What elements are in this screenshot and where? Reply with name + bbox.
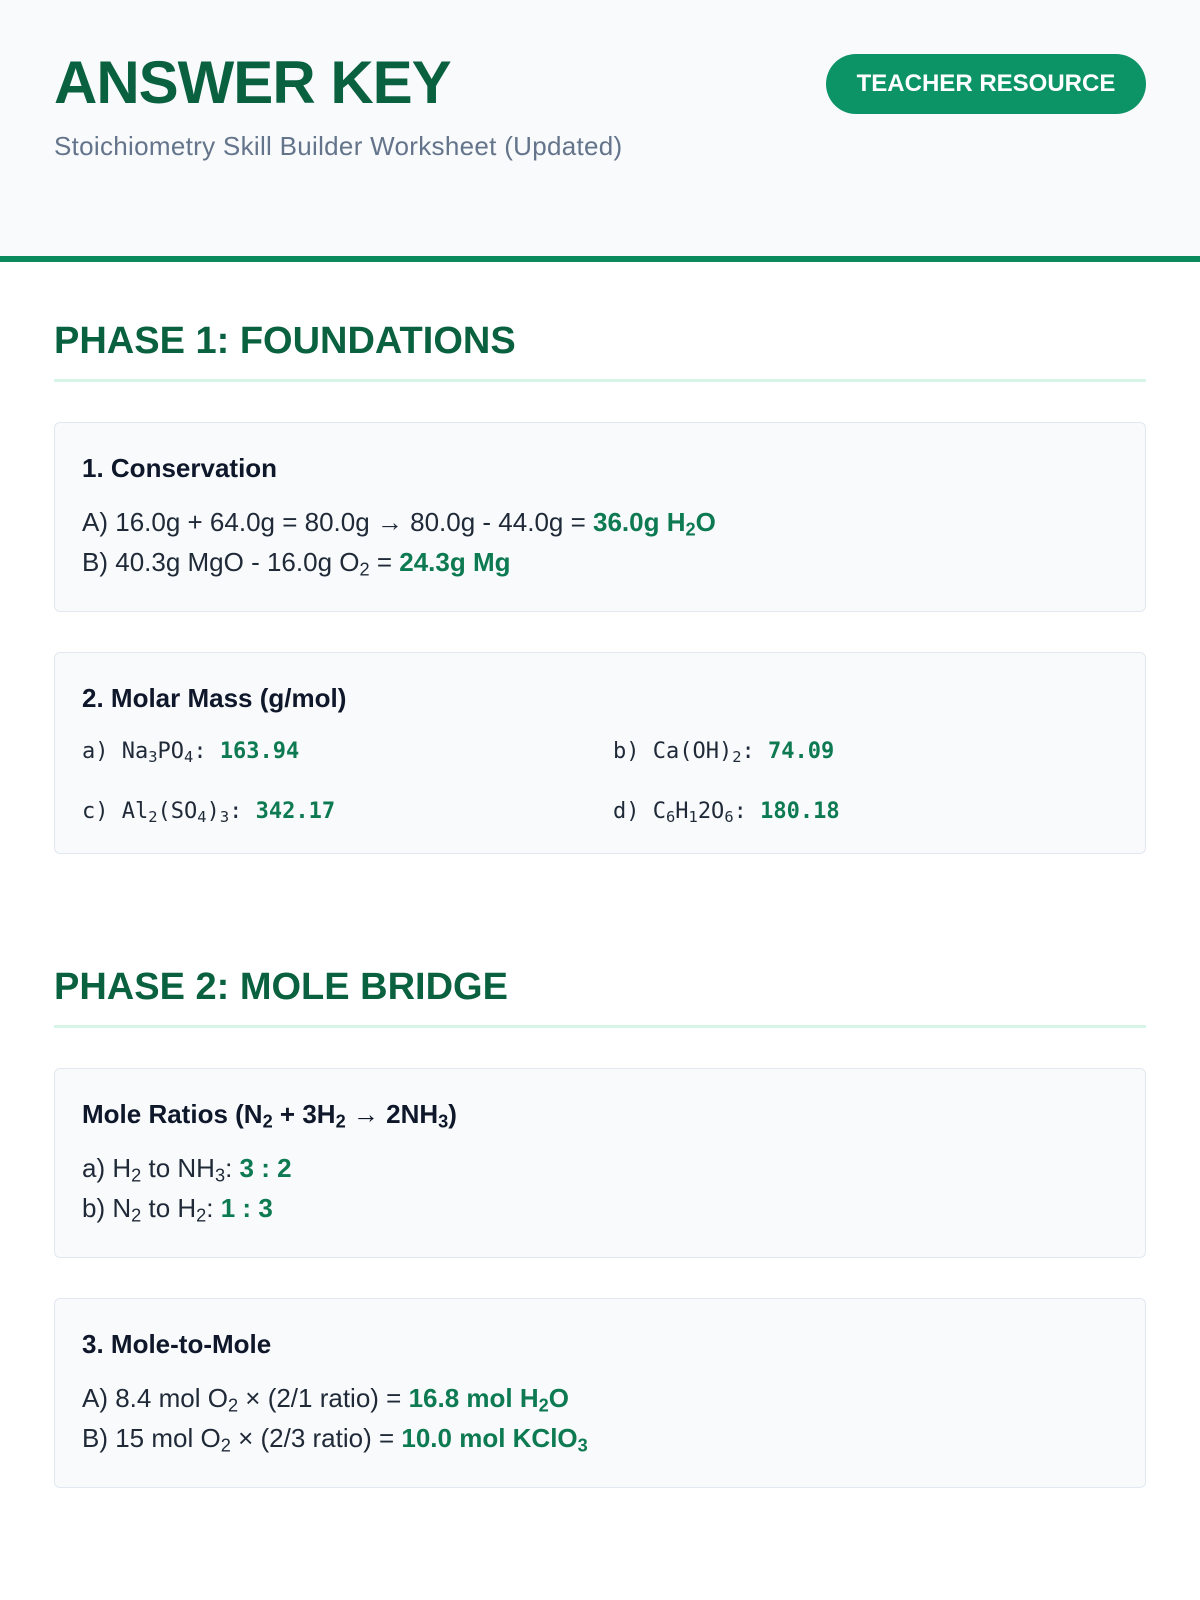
conservation-answer-a (82, 502, 1118, 542)
answer-value: 1 : 3 (220, 1193, 273, 1223)
answer-key-content (0, 320, 1200, 1488)
answer-value: 3 : 2 (239, 1153, 292, 1183)
molar-mass-item-c: c) $Al_2(SO_4)_3$: 342.17 (82, 799, 336, 826)
mole-ratio-answer-b: b) $N_2$ to $H_2$: 1 : 3 (82, 1193, 273, 1226)
mole-to-mole-card (54, 1298, 1146, 1488)
answer-value: 342.17 (255, 799, 336, 824)
teacher-resource-badge: TEACHER RESOURCE (826, 54, 1146, 114)
phase-1-heading: PHASE 1: FOUNDATIONS (54, 320, 1146, 382)
conservation-title: 1. Conservation (82, 453, 278, 483)
mole-to-mole-answer-a: A) 8.4 mol $O_2 \times (2/1$ ratio) = 16.8 mol $H_2O$ (82, 1383, 570, 1416)
molar-mass-item-d: d) $C_6H_12O_6$: 180.18 (613, 799, 840, 826)
mole-ratio-answer-a: a) $H_2$ to $NH_3$: 3 : 2 (82, 1153, 292, 1186)
molar-mass-item-a: a) $Na_3PO_4$: 163.94 (82, 739, 300, 766)
conservation-card (54, 422, 1146, 612)
page-subtitle: Stoichiometry Skill Builder Worksheet (Updated) (54, 131, 623, 161)
conservation-answer-b (82, 542, 1118, 582)
work-text: 16.0g + 64.0g = 80.0g → 80.0g - 44.0g = (115, 507, 593, 537)
page-header (0, 0, 1200, 262)
answer-value: 36.0g $H_2O$ (593, 507, 716, 540)
molar-mass-title: 2. Molar Mass (g/mol) (82, 683, 347, 713)
work-text: 40.3g MgO - 16.0g $O_2$ = (115, 547, 400, 580)
answer-value: 10.0 mol KClO$_3$ (401, 1423, 588, 1456)
answer-value: 16.8 mol $H_2O$ (408, 1383, 570, 1416)
phase-2-heading: PHASE 2: MOLE BRIDGE (54, 966, 1146, 1028)
mole-ratios-title: Mole Ratios $(N_2 + 3H_2 \to 2NH_3)$ (82, 1099, 457, 1132)
answer-value: 24.3g Mg (399, 547, 511, 577)
mole-ratios-card (54, 1068, 1146, 1258)
item-label: B) (82, 547, 116, 577)
answer-value: 74.09 (768, 739, 835, 764)
mole-to-mole-answer-b: B) 15 mol $O_2 \times (2/3$ ratio) = 10.0 mol KClO$_3$ (82, 1423, 588, 1456)
molar-mass-item-b: b) $Ca(OH)_2$: 74.09 (613, 739, 835, 766)
mole-to-mole-title: 3. Mole-to-Mole (82, 1329, 272, 1359)
answer-value: 163.94 (219, 739, 300, 764)
page-title: ANSWER KEY (54, 49, 451, 116)
answer-value: 180.18 (760, 799, 840, 824)
molar-mass-grid (82, 732, 1118, 852)
molar-mass-card (54, 652, 1146, 854)
item-label: A) (82, 507, 116, 537)
